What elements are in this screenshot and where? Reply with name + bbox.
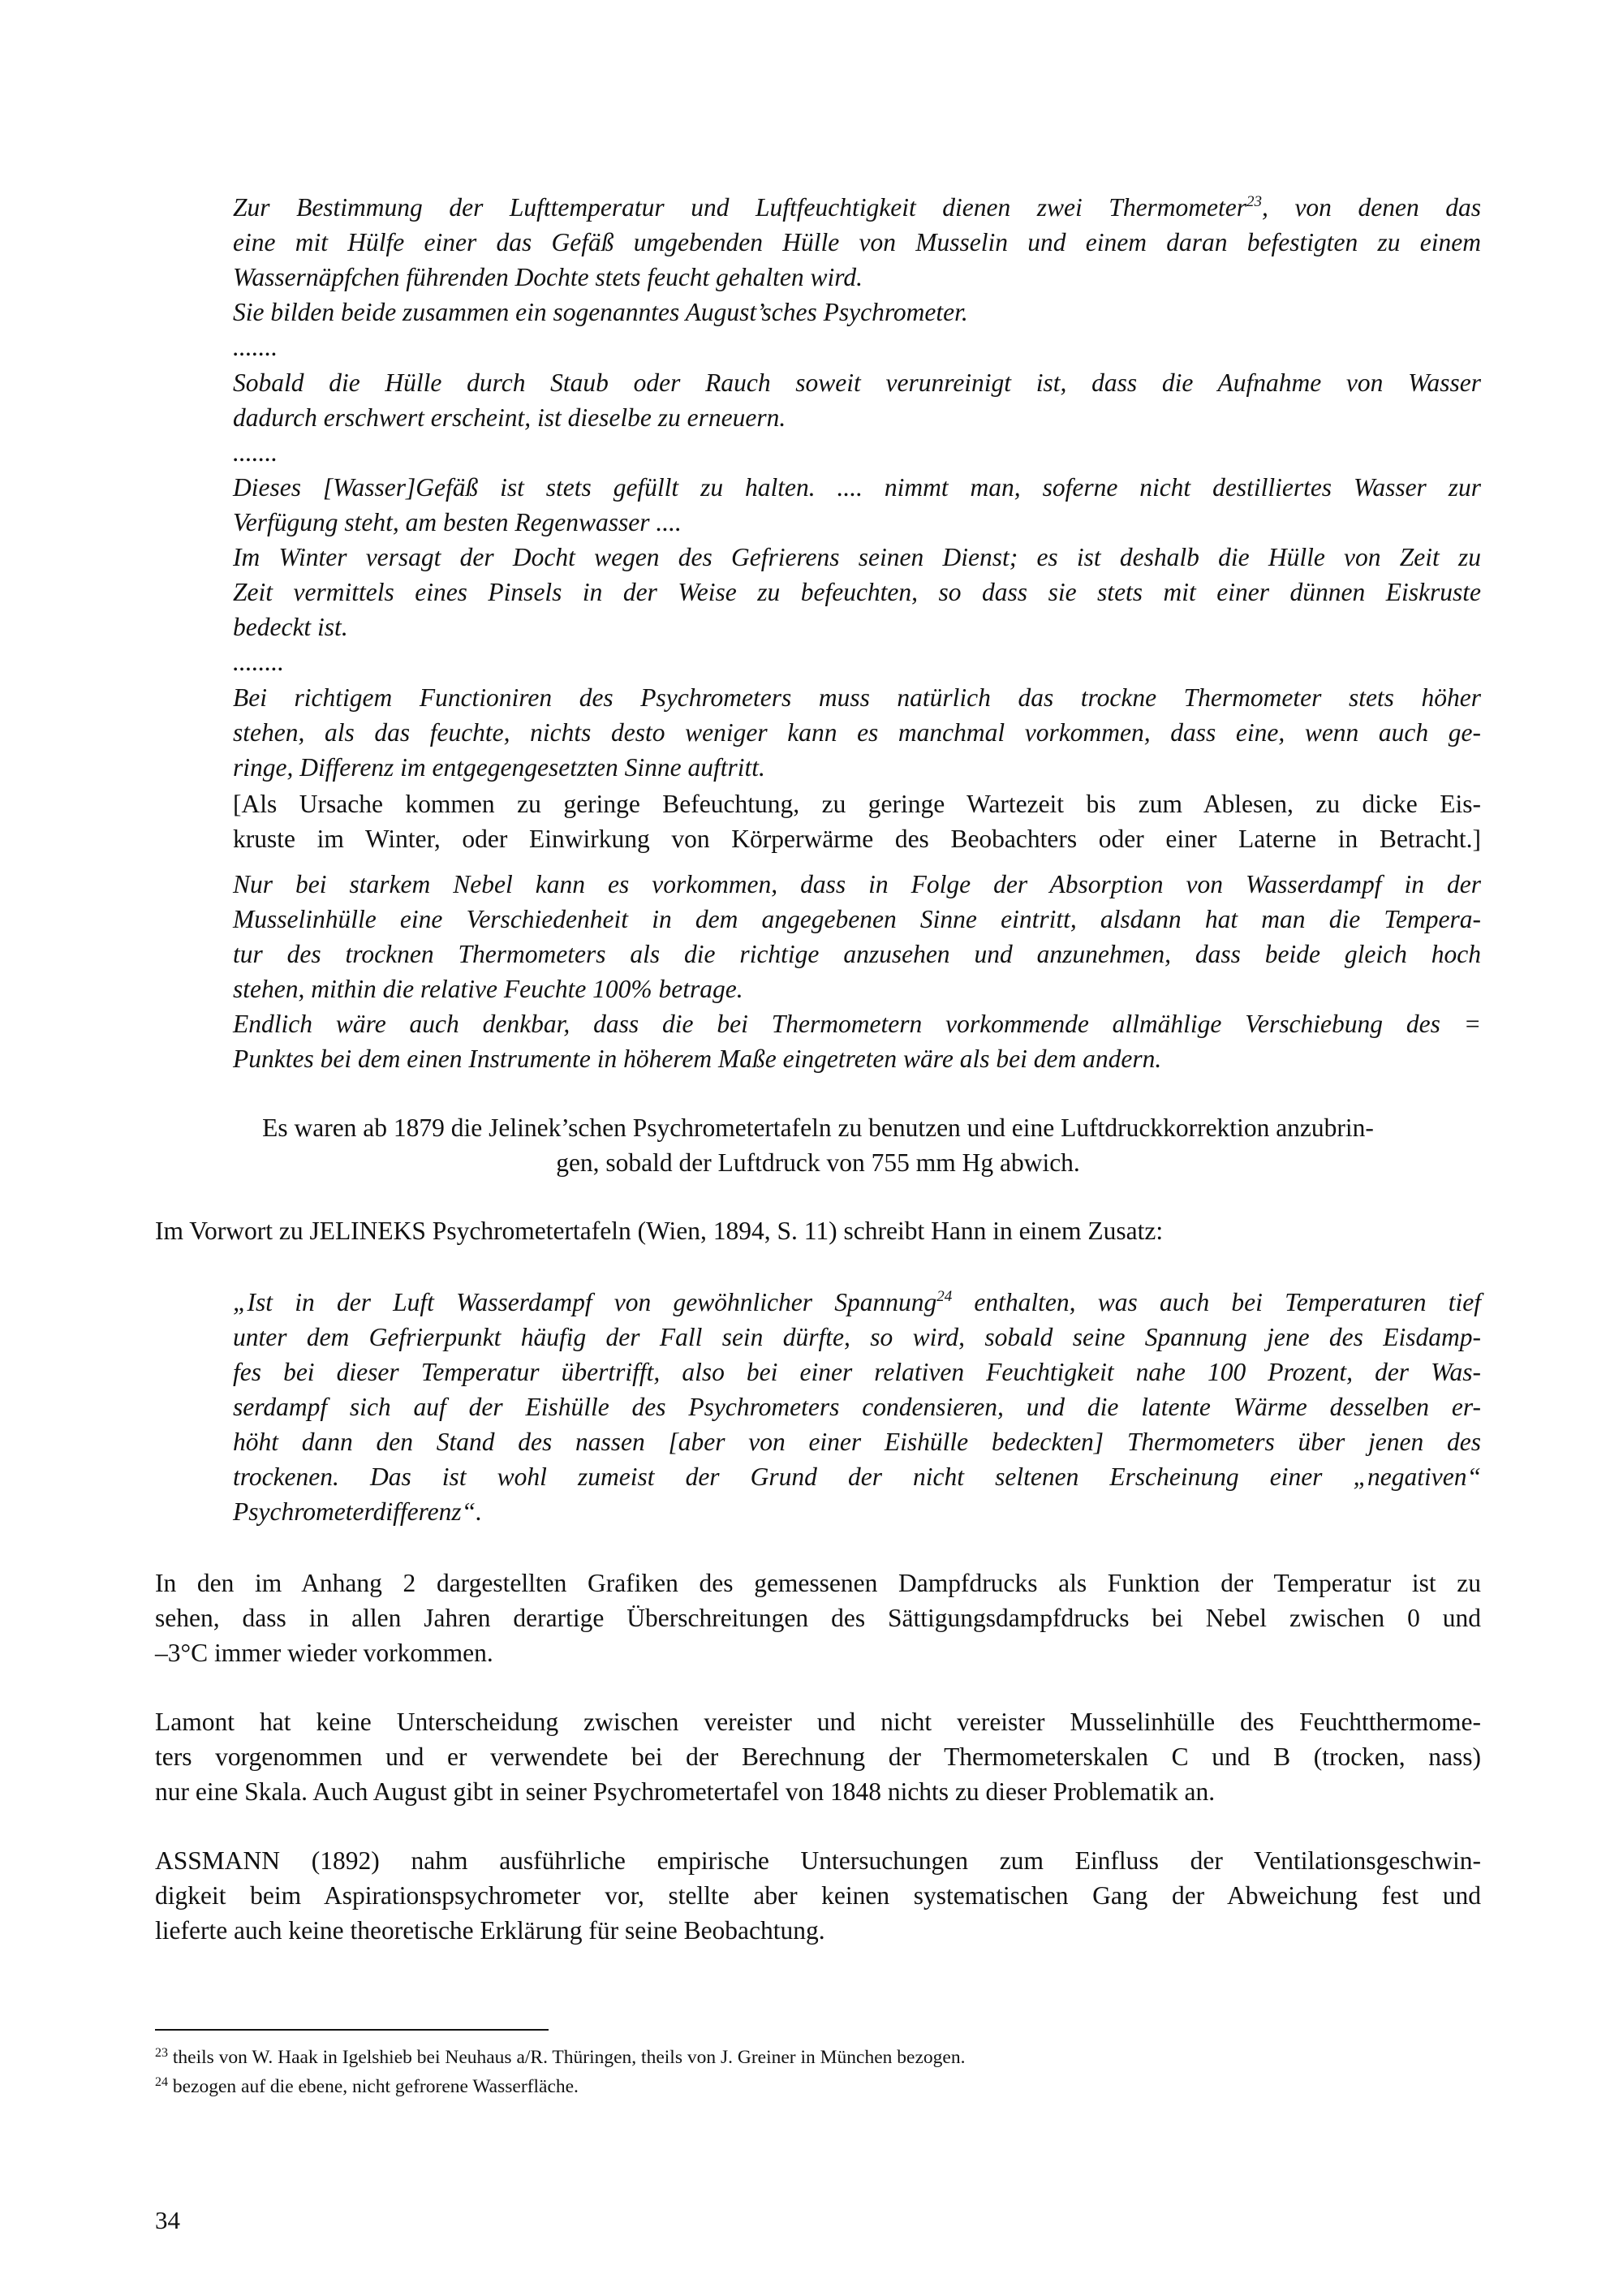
ellipsis-line: ....... xyxy=(233,333,278,361)
quote-line: trockenen. Das ist wohl zumeist der Grund der nicht seltenen Erscheinung einer „negativen“ xyxy=(233,1462,1481,1491)
quote-line: Psychrometerdifferenz“. xyxy=(233,1497,483,1526)
footnote-ref-24[interactable]: 24 xyxy=(936,1288,953,1305)
quote-line: stehen, mithin die relative Feuchte 100% betrage. xyxy=(233,975,743,1003)
body-line: Lamont hat keine Unterscheidung zwischen vereister und nicht vereister Musselinhülle des Feuchtthermome- xyxy=(155,1708,1481,1736)
body-line: sehen, dass in allen Jahren derartige Überschreitungen des Sättigungsdampfdrucks bei Nebel zwischen 0 und xyxy=(155,1604,1481,1632)
quote-line: Dieses [Wasser]Gefäß ist stets gefüllt zu halten. .... nimmt man, soferne nicht destilliertes Wasser zur xyxy=(233,473,1481,502)
quote-line: Zur Bestimmung der Lufttemperatur und Luftfeuchtigkeit dienen zwei Thermometer$^{23}$, von denen das xyxy=(233,193,1481,222)
quote-line: Sobald die Hülle durch Staub oder Rauch soweit verunreinigt ist, dass die Aufnahme von Wasser xyxy=(233,368,1481,397)
footnote-ref-23[interactable]: 23 xyxy=(1246,193,1263,210)
quote-line: Punktes bei dem einen Instrumente in höherem Maße eingetreten wäre als bei dem andern. xyxy=(233,1045,1162,1073)
quote-line: Musselinhülle eine Verschiedenheit in dem angegebenen Sinne eintritt, alsdann hat man die Tempera- xyxy=(233,905,1481,933)
body-line: ters vorgenommen und er verwendete bei der Berechnung der Thermometerskalen C und B (trocken, nass) xyxy=(155,1742,1481,1771)
quote-line: tur des trocknen Thermometers als die richtige anzusehen und anzunehmen, dass beide gleich hoch xyxy=(233,940,1481,968)
quote-line: Zeit vermittels eines Pinsels in der Weise zu befeuchten, so dass sie stets mit einer dünnen Eiskruste xyxy=(233,578,1481,606)
quote-line: Verfügung steht, am besten Regenwasser .... xyxy=(233,508,682,536)
quote-line: ringe, Differenz im entgegengesetzten Sinne auftritt. xyxy=(233,753,765,782)
footnote-number: 23 xyxy=(155,2046,168,2060)
quote-line: Nur bei starkem Nebel kann es vorkommen, dass in Folge der Absorption von Wasserdampf in der xyxy=(233,870,1481,898)
footnote-23: $^{23}$ theils von W. Haak in Igelshieb bei Neuhaus a/R. Thüringen, theils von J. Greiner in München bezogen. xyxy=(155,2046,966,2068)
quote-line: eine mit Hülfe einer das Gefäß umgebenden Hülle von Musselin und einem daran befestigten zu einem xyxy=(233,228,1481,256)
body-line: gen, sobald der Luftdruck von 755 mm Hg abwich. xyxy=(556,1148,1080,1177)
body-line: Im Vorwort zu JELINEKS Psychrometertafeln (Wien, 1894, S. 11) schreibt Hann in einem Zusatz: xyxy=(155,1217,1164,1245)
quote-line: fes bei dieser Temperatur übertrifft, also bei einer relativen Feuchtigkeit nahe 100 Prozent, der Was- xyxy=(233,1358,1481,1386)
ellipsis-line: ........ xyxy=(233,648,284,676)
quote-line: serdampf sich auf der Eishülle des Psychrometers condensieren, und die latente Wärme desselben er- xyxy=(233,1393,1481,1421)
body-line: Es waren ab 1879 die Jelinek’schen Psychrometertafeln zu benutzen und eine Luftdruckkorrektion anzubrin- xyxy=(262,1114,1374,1142)
quote-line: Wassernäpfchen führenden Dochte stets feucht gehalten wird. xyxy=(233,263,863,291)
body-line: digkeit beim Aspirationspsychrometer vor, stellte aber keinen systematischen Gang der Abweichung fest und xyxy=(155,1881,1481,1910)
editorial-note-line: kruste im Winter, oder Einwirkung von Körperwärme des Beobachters oder einer Laterne in Betracht.] xyxy=(233,825,1481,853)
editorial-note-line: [Als Ursache kommen zu geringe Befeuchtung, zu geringe Wartezeit bis zum Ablesen, zu dicke Eis- xyxy=(233,790,1481,818)
quote-line: Im Winter versagt der Docht wegen des Gefrierens seinen Dienst; es ist deshalb die Hülle von Zeit zu xyxy=(233,543,1481,571)
body-line: ASSMANN (1892) nahm ausführliche empirische Untersuchungen zum Einfluss der Ventilationsgeschwin- xyxy=(155,1846,1481,1875)
quote-line: bedeckt ist. xyxy=(233,613,348,641)
quote-line: Endlich wäre auch denkbar, dass die bei Thermometern vorkommende allmählige Verschiebung des = xyxy=(233,1010,1481,1038)
quote-line: höht dann den Stand des nassen [aber von einer Eishülle bedeckten] Thermometers über jenen des xyxy=(233,1428,1481,1456)
footnote-24: $^{24}$ bezogen auf die ebene, nicht gefrorene Wasserfläche. xyxy=(155,2075,579,2097)
quote-line: „Ist in der Luft Wasserdampf von gewöhnlicher Spannung$^{24}$ enthalten, was auch bei Temperaturen tief xyxy=(233,1288,1481,1316)
ellipsis-line: ....... xyxy=(233,438,278,467)
quote-line: stehen, als das feuchte, nichts desto weniger kann es manchmal vorkommen, dass eine, wenn auch ge- xyxy=(233,718,1481,747)
footnote-number: 24 xyxy=(155,2075,168,2089)
body-line: lieferte auch keine theoretische Erklärung für seine Beobachtung. xyxy=(155,1916,825,1945)
quote-line: Bei richtigem Functioniren des Psychrometers muss natürlich das trockne Thermometer stets höher xyxy=(233,683,1481,712)
body-line: nur eine Skala. Auch August gibt in seiner Psychrometertafel von 1848 nichts zu dieser Problematik an. xyxy=(155,1777,1216,1806)
body-line: –3°C immer wieder vorkommen. xyxy=(155,1639,493,1667)
body-line: In den im Anhang 2 dargestellten Grafiken des gemessenen Dampfdrucks als Funktion der Temperatur ist zu xyxy=(155,1569,1481,1597)
quote-line: unter dem Gefrierpunkt häufig der Fall sein dürfte, so wird, sobald seine Spannung jene des Eisdamp- xyxy=(233,1323,1481,1351)
quote-line: Sie bilden beide zusammen ein sogenanntes August’sches Psychrometer. xyxy=(233,298,968,326)
footnote-separator xyxy=(155,2029,549,2031)
quote-line: dadurch erschwert erscheint, ist dieselbe zu erneuern. xyxy=(233,403,786,432)
page-number: 34 xyxy=(155,2206,180,2234)
